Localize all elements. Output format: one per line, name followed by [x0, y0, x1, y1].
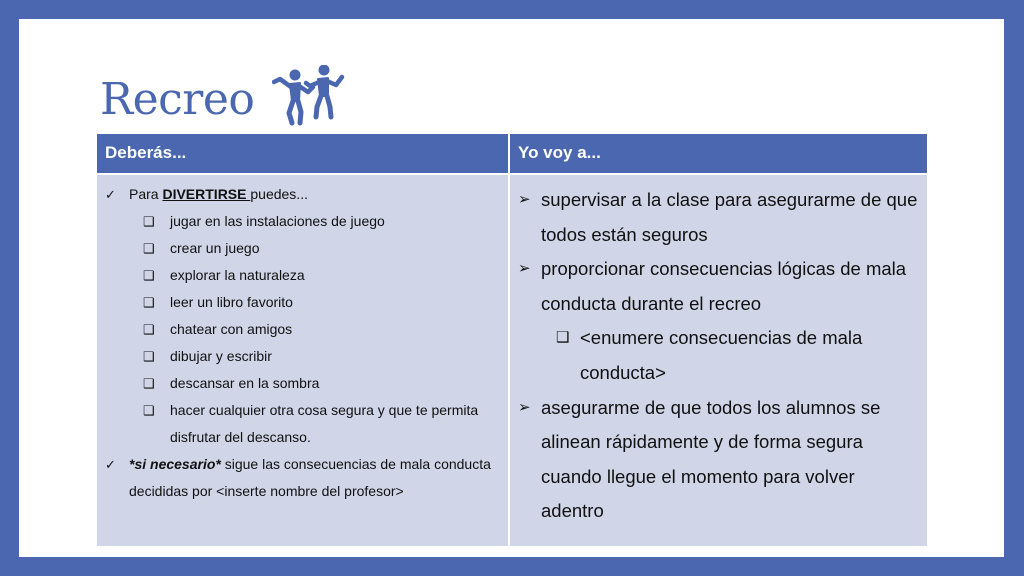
column-header-you-should: Deberás... — [97, 134, 510, 173]
list-item-text: *si necesario* sigue las consecuencias de mala conducta decididas por <inserte nombre del profesor> — [129, 456, 491, 499]
list-item: ❑ jugar en las instalaciones de juego — [105, 208, 500, 235]
checkbox-icon: ❑ — [143, 214, 155, 229]
list-item — [105, 451, 500, 505]
teacher-commitments-cell — [510, 173, 927, 546]
checkbox-icon: ❑ — [143, 295, 155, 310]
rules-table — [97, 134, 927, 546]
checkmark-icon: ✓ — [105, 187, 116, 202]
checkbox-icon: ❑ — [556, 329, 570, 347]
student-expectations-cell — [97, 173, 510, 546]
list-item: ➢ proporcionar consecuencias lógicas de mala conducta durante el recreo — [518, 252, 919, 321]
list-item: ❑ leer un libro favorito — [105, 289, 500, 316]
arrow-bullet-icon: ➢ — [518, 260, 531, 278]
checkbox-icon: ❑ — [143, 349, 155, 364]
slide — [19, 19, 1004, 557]
list-item: ❑ descansar en la sombra — [105, 370, 500, 397]
arrow-bullet-icon: ➢ — [518, 191, 531, 208]
list-item: ❑ hacer cualquier otra cosa segura y que te permita disfrutar del descanso. — [105, 397, 500, 451]
list-item: ❑ explorar la naturaleza — [105, 262, 500, 289]
list-item — [105, 181, 500, 208]
checkbox-icon: ❑ — [143, 376, 155, 391]
arrow-bullet-icon: ➢ — [518, 398, 531, 416]
list-item: ➢ asegurarme de que todos los alumnos se alinean rápidamente y de forma segura cuando llegue el momento para volver adentro — [518, 391, 919, 529]
dancing-people-icon — [272, 65, 346, 127]
checkbox-icon: ❑ — [143, 403, 155, 418]
page-title: Recreo — [100, 73, 255, 125]
list-item: ➢ supervisar a la clase para asegurarme de que todos están seguros — [518, 183, 919, 252]
title-row — [100, 69, 346, 129]
list-item: ❑ <enumere consecuencias de mala conducta> — [518, 321, 919, 390]
checkmark-icon: ✓ — [105, 457, 116, 472]
list-item: ❑ crear un juego — [105, 235, 500, 262]
list-item-text: Para DIVERTIRSE puedes... — [129, 186, 308, 202]
checkbox-icon: ❑ — [143, 241, 155, 256]
list-item: ❑ dibujar y escribir — [105, 343, 500, 370]
column-header-i-will: Yo voy a... — [510, 134, 927, 173]
checkbox-icon: ❑ — [143, 322, 155, 337]
checkbox-icon: ❑ — [143, 268, 155, 283]
list-item: ❑ chatear con amigos — [105, 316, 500, 343]
